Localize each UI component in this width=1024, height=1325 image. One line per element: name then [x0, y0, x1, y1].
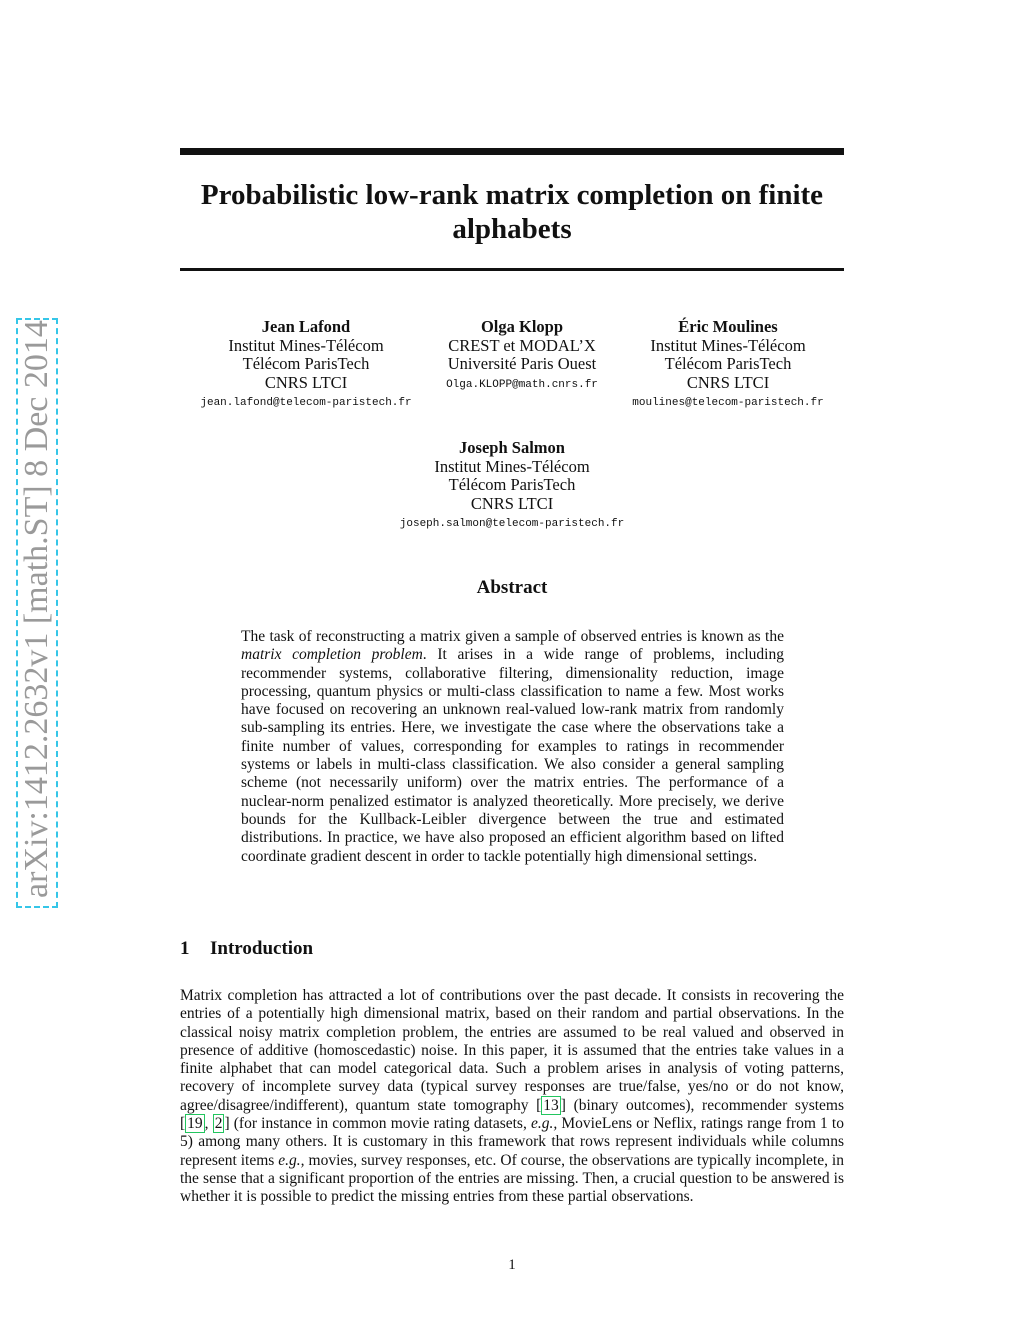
page-number: 1 — [508, 1257, 516, 1273]
author-affiliation: Télécom ParisTech — [664, 354, 792, 373]
paper-title — [180, 178, 844, 246]
intro-text: , — [204, 1115, 213, 1133]
author-affiliation: Institut Mines-Télécom — [434, 456, 590, 476]
author-affiliation: Télécom ParisTech — [448, 475, 576, 494]
author-affiliation: CNRS LTCI — [264, 372, 348, 392]
author-email: Olga.KLOPP@math.cnrs.fr — [446, 378, 598, 391]
author-block — [598, 318, 858, 411]
title-rule-top — [180, 148, 844, 155]
intro-text: MovieLens or Neflix, ratings range from 1 to 5) among many others. It is customary in this framework that rows represent individuals while columns represent items — [180, 1115, 844, 1169]
author-affiliation: CNRS LTCI — [470, 493, 554, 513]
author-name: Olga Klopp — [480, 317, 564, 336]
intro-text: ] (binary outcomes), recommender systems [ — [180, 1096, 844, 1133]
intro-emphasis: e.g., — [278, 1151, 305, 1169]
author-email: joseph.salmon@telecom-paristech.fr — [399, 518, 625, 530]
author-affiliation: CNRS LTCI — [686, 372, 770, 392]
citation-link[interactable]: 19 — [187, 1115, 203, 1133]
author-affiliation: Télécom ParisTech — [242, 354, 370, 373]
abstract-text: The task of reconstructing a matrix given a sample of observed entries is known as the — [241, 628, 784, 645]
intro-paragraph — [180, 987, 844, 1207]
abstract-text: . It arises in a wide range of problems, including recommender systems, collaborative filtering, dimensionality reduction, image processing, quantum physics or multi-class classification to name a few. Most works have focused on recovering an unknown real-valued low-rank matrix from randomly sub-sampling its entries. Here, we investigate the case where the observations take a finite number of values, corresponding for examples to ratings in recommender systems or labels in multi-class classification. We also consider a general sampling scheme (not necessarily uniform) over the matrix entries. The performance of a nuclear-norm penalized estimator is analyzed theoretically. More precisely, we derive bounds for the Kullback-Leibler divergence between the true and estimated distributions. In practice, we have also proposed an efficient algorithm based on lifted coordinate gradient descent in order to tackle potentially high dimensional settings. — [241, 646, 784, 865]
author-email: jean.lafond@telecom-paristech.fr — [200, 397, 412, 409]
title-line-1: Probabilistic low-rank matrix completion on finite — [200, 179, 824, 211]
citation-link[interactable]: 13 — [543, 1096, 559, 1114]
abstract-emphasis: matrix completion problem — [241, 646, 423, 664]
intro-text: ] (for instance in common movie rating datasets, — [224, 1115, 531, 1133]
intro-text: Matrix completion has attracted a lot of contributions over the past decade. It consists in recovering the entries of a potentially high dimensional matrix, based on their random and partial observations. In the classical noisy matrix completion problem, the entries are assumed to be real valued and observed in presence of additive (homoscedastic) noise. In this paper, it is assumed that the entries take values in a finite alphabet that can model categorical data. Such a problem arises in analysis of voting patterns, recovery of incomplete survey data (typical survey responses are true/false, yes/no or do not know, agree/disagree/indifferent), quantum state tomography [ — [180, 987, 844, 1114]
author-name: Éric Moulines — [678, 317, 778, 336]
author-affiliation: Institut Mines-Télécom — [650, 335, 806, 355]
author-block — [382, 439, 642, 532]
intro-text: movies, survey responses, etc. Of course, the observations are typically incomplete, in the sense that a significant proportion of the entries are missing. Then, a crucial question to be answered is whether it is possible to predict the missing entries from these partial observations. — [180, 1151, 844, 1206]
author-affiliation: Université Paris Ouest — [447, 354, 597, 373]
author-name: Jean Lafond — [261, 317, 351, 336]
intro-emphasis: e.g., — [530, 1115, 558, 1133]
citation-link[interactable]: 2 — [214, 1115, 223, 1133]
author-affiliation: Institut Mines-Télécom — [228, 335, 384, 355]
section-heading — [180, 938, 313, 960]
title-rule-bottom — [180, 268, 844, 271]
abstract-heading: Abstract — [476, 577, 548, 598]
author-affiliation: CREST et MODAL’X — [448, 335, 596, 355]
arxiv-stamp: arXiv:1412.2632v1 [math.ST] 8 Dec 2014 — [18, 320, 55, 898]
section-number: 1 — [180, 938, 190, 959]
author-email: moulines@telecom-paristech.fr — [632, 397, 824, 409]
abstract-body — [241, 628, 784, 866]
author-name: Joseph Salmon — [459, 438, 565, 457]
title-line-2: alphabets — [452, 213, 572, 245]
section-title: Introduction — [210, 938, 314, 959]
